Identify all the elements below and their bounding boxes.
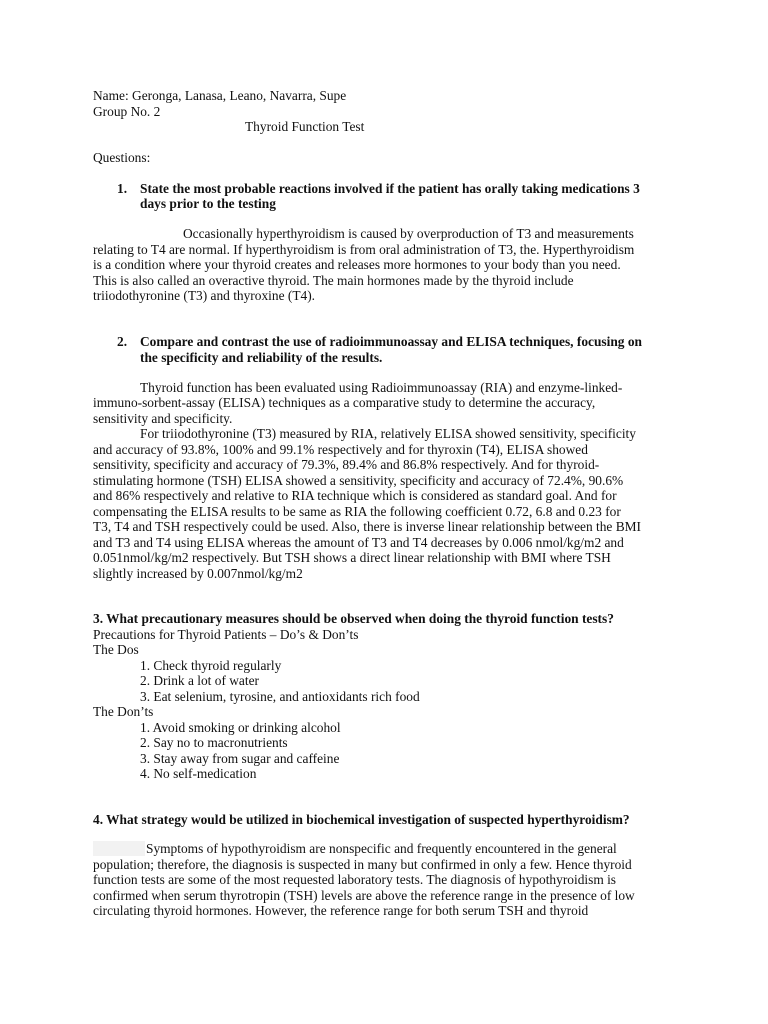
q4-answer-line: population; therefore, the diagnosis is suspected in many but confirmed in only a few. Hence thyroid [93,857,632,872]
q1-answer-line: Occasionally hyperthyroidism is caused by overproduction of T3 and measurements [183,226,634,241]
q2-answer-line: and T3 and T4 using ELISA whereas the amount of T3 and T4 decreases by 0.006 nmol/kg/m2 and [93,535,624,550]
q4-answer-line: function tests are some of the most requested laboratory tests. The diagnosis of hypothyroidism is [93,872,617,887]
q1-question-line: State the most probable reactions involved if the patient has orally taking medications 3 [140,181,640,196]
q1-answer-line: This is also called an overactive thyroid. The main hormones made by the thyroid include [93,273,574,288]
q2-answer-line: and 86% respectively and relative to RIA technique which is considered as standard goal. And for [93,488,617,503]
donts-item: 3. Stay away from sugar and caffeine [140,751,340,766]
q4-answer-line: circulating thyroid hormones. However, the reference range for both serum TSH and thyroid [93,903,589,918]
q2-answer-line: compensating the ELISA results to be same as RIA the following coefficient 0.72, 6.8 and 0.23 for [93,504,621,519]
q2-answer-line: 0.051nmol/kg/m2 respectively. But TSH shows a direct linear relationship with BMI where TSH [93,550,611,565]
q2-question-line: Compare and contrast the use of radioimmunoassay and ELISA techniques, focusing on [140,334,642,349]
donts-item: 2. Say no to macronutrients [140,735,288,750]
q2-answer-line: and accuracy of 93.8%, 100% and 99.1% respectively and for thyroxin (T4), ELISA showed [93,442,588,457]
q2-answer-line: sensitivity and specificity. [93,411,233,426]
q3-question: 3. What precautionary measures should be observed when doing the thyroid function tests? [93,611,614,626]
text-shading [93,841,145,856]
q1-answer-line: is a condition where your thyroid creates and releases more hormones to your body than you need. [93,257,621,272]
q4-answer-line: confirmed when serum thyrotropin (TSH) levels are above the reference range in the presence of low [93,888,635,903]
q2-number: 2. [117,334,128,349]
name-line: Name: Geronga, Lanasa, Leano, Navarra, Supe [93,88,347,103]
q1-answer-line: relating to T4 are normal. If hyperthyroidism is from oral administration of T3, the. Hyperthyroidism [93,242,635,257]
dos-item: 2. Drink a lot of water [140,673,259,688]
q2-answer-line: immuno-sorbent-assay (ELISA) techniques as a comparative study to determine the accuracy, [93,395,596,410]
q2-answer-line: slightly increased by 0.007nmol/kg/m2 [93,566,303,581]
q2-answer-line: For triiodothyronine (T3) measured by RIA, relatively ELISA showed sensitivity, specificity [140,426,636,441]
group-line: Group No. 2 [93,104,161,119]
donts-label: The Don’ts [93,704,154,719]
q2-answer-line: Thyroid function has been evaluated using Radioimmunoassay (RIA) and enzyme-linked- [140,380,623,395]
q1-answer-line: triiodothyronine (T3) and thyroxine (T4). [93,288,316,303]
dos-label: The Dos [93,642,139,657]
questions-label: Questions: [93,150,151,165]
document-title: Thyroid Function Test [245,119,365,134]
q1-number: 1. [117,181,128,196]
q2-answer-line: sensitivity, specificity and accuracy of 79.3%, 89.4% and 86.8% respectively. And for thyroid- [93,457,600,472]
dos-item: 3. Eat selenium, tyrosine, and antioxidants rich food [140,689,420,704]
donts-item: 4. No self-medication [140,766,257,781]
q3-subtitle: Precautions for Thyroid Patients – Do’s & Don’ts [93,627,359,642]
q2-question-line: the specificity and reliability of the results. [140,350,383,365]
q4-answer-line: Symptoms of hypothyroidism are nonspecific and frequently encountered in the general [146,841,617,856]
donts-item: 1. Avoid smoking or drinking alcohol [140,720,341,735]
dos-item: 1. Check thyroid regularly [140,658,282,673]
q2-answer-line: T3, T4 and TSH respectively could be used. Also, there is inverse linear relationship between the BMI [93,519,642,534]
q1-question-line: days prior to the testing [140,196,276,211]
q2-answer-line: stimulating hormone (TSH) ELISA showed a sensitivity, specificity and accuracy of 72.4%, 90.6% [93,473,624,488]
q4-question: 4. What strategy would be utilized in biochemical investigation of suspected hyperthyroidism? [93,812,630,827]
